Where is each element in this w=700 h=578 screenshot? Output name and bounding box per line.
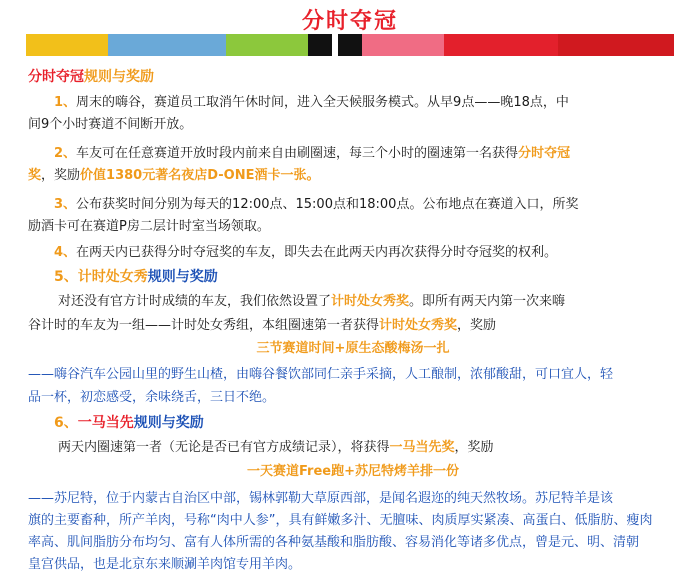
item1-line1 (28, 94, 678, 112)
section6-text-1c: ，奖励 (454, 440, 494, 455)
item2-number: 2、 (54, 146, 77, 161)
item3-text-2: 励酒卡可在赛道P房二层计时室当场领取。 (28, 219, 270, 234)
section6-heading-keyword: 一马当先 (77, 415, 134, 431)
item1-number: 1、 (54, 95, 77, 110)
section5-number: 5、 (54, 269, 78, 285)
section6-text-1a: 两天内圈速第一者（无论是否已有官方成绩记录），将获得 (58, 440, 390, 455)
section5-prize: 三节赛道时间+原生态酸梅汤一扎 (256, 341, 450, 356)
section5-award-1: 计时处女秀奖 (331, 294, 410, 309)
section5-text-2c: ，奖励 (457, 318, 497, 333)
stripe-green (226, 34, 308, 56)
item2-highlight-1: 分时夺冠 (518, 146, 571, 161)
section5-desc-2: 品一杯，初恋感受，余味绕舌，三日不绝。 (28, 390, 276, 405)
section5-award-2: 计时处女秀奖 (379, 318, 458, 333)
item2-prize: 价值1380元著名夜店D-ONE酒卡一张。 (80, 168, 320, 183)
section6-award: 一马当先奖 (389, 440, 455, 455)
section5-text-1a: 对还没有官方计时成绩的车友，我们依然设置了 (58, 294, 332, 309)
stripe-lightblue (108, 34, 226, 56)
item2-text-1: 车友可在任意赛道开放时段内前来自由刷圈速，每三个小时的圈速第一名获得 (76, 146, 519, 161)
section6-desc-4: 皇宫供品，也是北京东来顺涮羊肉馆专用羊肉。 (28, 557, 302, 572)
stripe-pink (362, 34, 444, 56)
item2-text-2: ，奖励 (41, 168, 81, 183)
section6-number: 6、 (54, 415, 78, 431)
item1-text-2: 间9个小时赛道不间断开放。 (28, 117, 193, 132)
item4-number: 4、 (54, 245, 77, 260)
item4-line1 (28, 244, 678, 262)
item2-highlight-2: 奖 (28, 168, 42, 183)
section6-heading-suffix: 规则与奖励 (133, 415, 204, 431)
stripe-darkred (558, 34, 674, 56)
item4-text-1: 在两天内已获得分时夺冠奖的车友，即失去在此两天内再次获得分时夺冠奖的权利。 (76, 245, 558, 260)
section6-desc-3: 率高、肌间脂肪分布均匀、富有人体所需的各种氨基酸和脂肪酸、容易消化等诸多优点，曾是元、明、清朝 (28, 535, 640, 550)
stripe-yellow (26, 34, 108, 56)
item3-text-1: 公布获奖时间分别为每天的12:00点、15:00点和18:00点。公布地点在赛道入口，所奖 (76, 197, 579, 212)
section5-text-1c: 。即所有两天内第一次来嗨 (409, 294, 566, 309)
item3-line1 (28, 196, 678, 214)
section6-prize: 一天赛道Free跑+苏尼特烤羊排一份 (247, 464, 459, 479)
item3-number: 3、 (54, 197, 77, 212)
stripe-black-2 (338, 34, 362, 56)
item1-line2 (28, 116, 678, 134)
item1-text-1: 周末的嗨谷，赛道员工取消午休时间，进入全天候服务模式。从早9点——晚18点，中 (76, 95, 569, 110)
stripe-black-1 (308, 34, 332, 56)
section6-line1 (28, 439, 678, 457)
section1-heading (28, 68, 678, 86)
stripe-red (444, 34, 558, 56)
section1-heading-keyword: 分时夺冠 (28, 69, 84, 85)
section5-heading-suffix: 规则与奖励 (147, 269, 218, 285)
section5-text-2a: 谷计时的车友为一组——计时处女秀组，本组圈速第一者获得 (28, 318, 380, 333)
section5-desc-1: ——嗨谷汽车公园山里的野生山楂，由嗨谷餐饮部同仁亲手采摘，人工酿制，浓郁酸甜，可口宜人，轻 (28, 367, 614, 382)
section6-desc-2: 旗的主要畜种，所产羊肉，号称“肉中人参”，具有鲜嫩多汁、无膻味、肉质厚实紧凑、高蛋白、低脂肪、瘦肉 (28, 513, 653, 528)
section6-desc-1: ——苏尼特，位于内蒙古自治区中部，锡林郭勒大草原西部，是闻名遐迩的纯天然牧场。苏尼特羊是该 (28, 491, 614, 506)
section1-heading-suffix: 规则与奖励 (84, 69, 154, 85)
section5-heading-keyword: 计时处女秀 (77, 269, 148, 285)
item2-line2 (28, 167, 678, 185)
section5-line2 (28, 317, 678, 335)
section6-heading (28, 414, 678, 432)
section5-heading (28, 268, 678, 286)
page-title: 分时夺冠 (301, 9, 398, 34)
color-stripe (26, 34, 674, 56)
section5-line1 (28, 293, 678, 311)
item3-line2 (28, 218, 678, 236)
item2-line1 (28, 145, 678, 163)
